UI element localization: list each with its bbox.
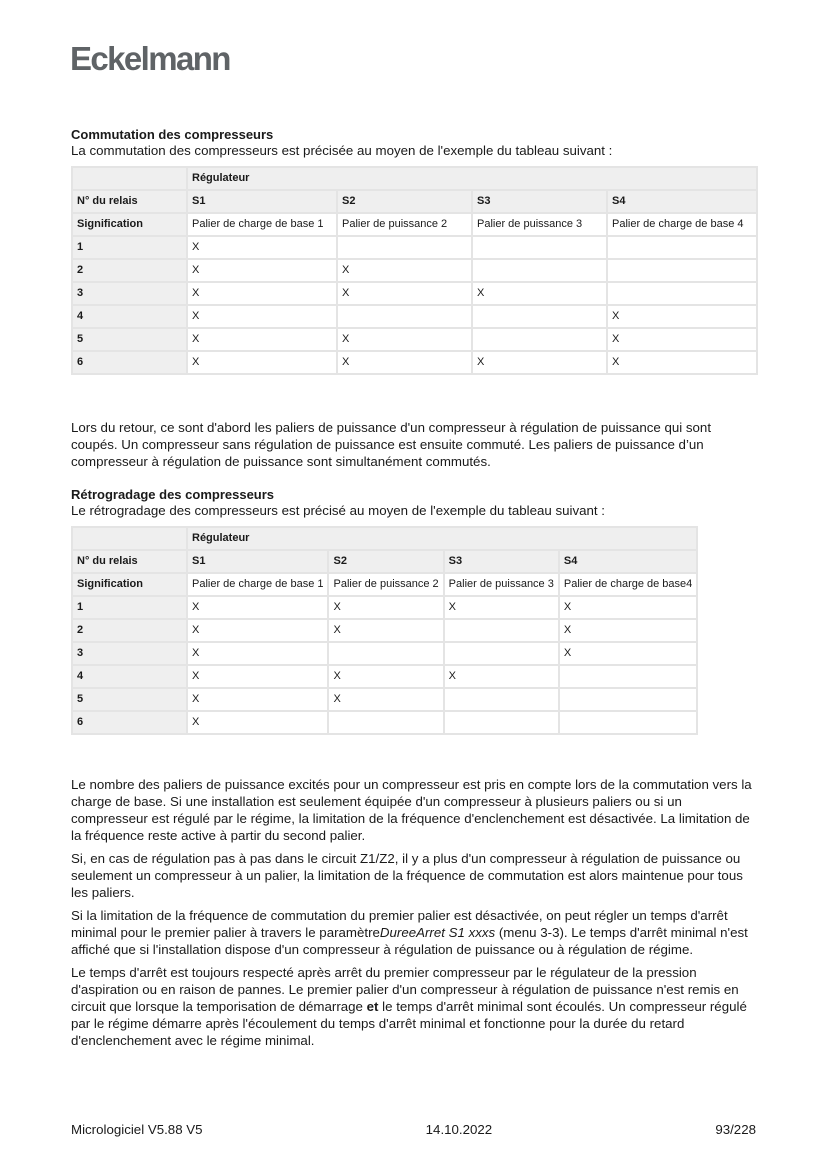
emphasis-text: et [366, 999, 379, 1014]
table-header-row [72, 167, 757, 190]
table-row [72, 236, 757, 259]
text-span: Si la limitation de la fréquence de commutation du premier palier est désactivée, on peut régler un temps d'arrêt minimal pour le premier palier à travers le paramètre [71, 908, 728, 940]
table-row [72, 259, 757, 282]
table-cell: X [187, 282, 337, 305]
table-cell: X [607, 328, 757, 351]
column-header: S4 [607, 190, 757, 213]
table-cell: X [559, 619, 697, 642]
table-columns-row [72, 190, 757, 213]
body-text [71, 776, 761, 1055]
table-cell [337, 236, 472, 259]
parameter-name: DureeArret S1 xxxs [379, 925, 496, 940]
relay-number: 2 [72, 259, 187, 282]
table-cell: X [559, 596, 697, 619]
table-cell: X [328, 619, 443, 642]
section-commutation [71, 127, 758, 375]
text-span: le temps d'arrêt minimal sont écoulés. Un compresseur régulé par le régime démarre après l'écoulement du temps d'arrêt minimal et fonctionne pour la durée du retard d'enclenchement avec le régime minimal. [71, 999, 747, 1048]
table-cell: X [187, 596, 328, 619]
relay-number: 4 [72, 305, 187, 328]
paragraph-retour [71, 419, 761, 476]
table-cell [472, 259, 607, 282]
column-header: S1 [187, 550, 328, 573]
table-row [72, 642, 697, 665]
relay-number: 6 [72, 351, 187, 374]
table-cell: X [607, 351, 757, 374]
table-cell [444, 711, 559, 734]
table-cell [444, 619, 559, 642]
table-cell: X [328, 596, 443, 619]
footer-firmware: Micrologiciel V5.88 V5 [71, 1122, 203, 1137]
paragraph-text [71, 964, 761, 1049]
section-intro: La commutation des compresseurs est précisée au moyen de l'exemple du tableau suivant : [71, 143, 613, 158]
table-cell: X [187, 351, 337, 374]
table-cell: X [187, 711, 328, 734]
table-cell [559, 688, 697, 711]
header-corner [72, 527, 187, 550]
table-cell: X [187, 236, 337, 259]
table-cell: X [187, 619, 328, 642]
table-cell [607, 282, 757, 305]
regulateur-header: Régulateur [187, 527, 697, 550]
paragraph-text: Le nombre des paliers de puissance excités pour un compresseur est pris en compte lors de la commutation vers la charge de base. Si une installation est seulement équipée d'un compresseur à plusieurs paliers ou si un compresseur est régulé par le régime, la limitation de la fréquence d'enclenchement est désactivée. La limitation de la fréquence reste active à partir du second palier. [71, 777, 752, 843]
table-cell: X [337, 328, 472, 351]
table-row [72, 328, 757, 351]
table-cell: X [607, 305, 757, 328]
section-intro: Le rétrogradage des compresseurs est précisé au moyen de l'exemple du tableau suivant : [71, 503, 605, 518]
meaning-cell: Palier de charge de base 1 [187, 213, 337, 236]
table-row [72, 688, 697, 711]
relay-number: 5 [72, 688, 187, 711]
page-footer [71, 1122, 756, 1137]
table-cell [337, 305, 472, 328]
table-cell [472, 328, 607, 351]
section-title: Rétrogradage des compresseurs [71, 487, 275, 502]
table-cell: X [187, 305, 337, 328]
table-cell: X [472, 282, 607, 305]
table-cell [607, 259, 757, 282]
header-corner [72, 167, 187, 190]
column-header: S3 [472, 190, 607, 213]
table-cell: X [444, 596, 559, 619]
relay-label: N° du relais [72, 550, 187, 573]
meaning-cell: Palier de puissance 3 [444, 573, 559, 596]
table-cell: X [337, 259, 472, 282]
table-row [72, 711, 697, 734]
paragraph-text: Lors du retour, ce sont d'abord les paliers de puissance d'un compresseur à régulation de puissance qui sont coupés. Un compresseur sans régulation de puissance est ensuite commuté. Les paliers de puissance d’un compresseur à régulation de puissance sont simultanément commutés. [71, 420, 712, 469]
relay-number: 3 [72, 282, 187, 305]
commutation-table [71, 166, 758, 375]
text-span: (menu 3-3). Le temps d'arrêt minimal n'est affiché que si l'installation dispose d'un compresseur à régulation de puissance ou à régulation de régime. [71, 925, 748, 957]
relay-number: 3 [72, 642, 187, 665]
table-row [72, 351, 757, 374]
table-row [72, 596, 697, 619]
footer-date: 14.10.2022 [425, 1122, 493, 1137]
table-cell [444, 642, 559, 665]
column-header: S4 [559, 550, 697, 573]
relay-number: 5 [72, 328, 187, 351]
column-header: S2 [328, 550, 443, 573]
table-row [72, 665, 697, 688]
table-cell: X [187, 665, 328, 688]
table-cell: X [472, 351, 607, 374]
section-title: Commutation des compresseurs [71, 127, 274, 142]
table-cell: X [559, 642, 697, 665]
table-cell: X [187, 328, 337, 351]
table-header-row [72, 527, 697, 550]
table-cell: X [187, 642, 328, 665]
table-row [72, 282, 757, 305]
column-header: S2 [337, 190, 472, 213]
meaning-cell: Palier de puissance 2 [337, 213, 472, 236]
footer-page-number: 93/228 [715, 1122, 756, 1137]
table-cell: X [337, 282, 472, 305]
table-cell [444, 688, 559, 711]
paragraph-text: Si, en cas de régulation pas à pas dans le circuit Z1/Z2, il y a plus d'un compresseur à régulation de puissance ou seulement un compresseur à un palier, la limitation de la fréquence de commutation est alors maintenue pour tous les paliers. [71, 851, 743, 900]
relay-number: 2 [72, 619, 187, 642]
table-cell: X [187, 688, 328, 711]
relay-label: N° du relais [72, 190, 187, 213]
meaning-cell: Palier de puissance 2 [328, 573, 443, 596]
relay-number: 4 [72, 665, 187, 688]
table-cell: X [328, 665, 443, 688]
table-cell [472, 305, 607, 328]
meaning-cell: Palier de charge de base 4 [607, 213, 757, 236]
regulateur-header: Régulateur [187, 167, 757, 190]
table-cell [328, 642, 443, 665]
retrogradage-table [71, 526, 698, 735]
paragraph-text [71, 907, 761, 958]
table-cell: X [337, 351, 472, 374]
meaning-cell: Palier de charge de base4 [559, 573, 697, 596]
table-meaning-row [72, 573, 697, 596]
meaning-label: Signification [72, 213, 187, 236]
table-cell: X [328, 688, 443, 711]
relay-number: 6 [72, 711, 187, 734]
table-cell [559, 665, 697, 688]
meaning-label: Signification [72, 573, 187, 596]
table-cell [328, 711, 443, 734]
table-row [72, 305, 757, 328]
eckelmann-logo: Eckelmann [70, 40, 230, 77]
column-header: S1 [187, 190, 337, 213]
table-columns-row [72, 550, 697, 573]
table-cell: X [444, 665, 559, 688]
table-cell: X [187, 259, 337, 282]
meaning-cell: Palier de puissance 3 [472, 213, 607, 236]
section-retrogradage [71, 487, 698, 735]
text-span: Le temps d'arrêt est toujours respecté après arrêt du premier compresseur par le régulateur de la pression d'aspiration ou en raison de pannes. Le premier palier d'un compresseur à régulation de puissance n'est remis en circuit que lorsque la temporisation de démarrage [71, 965, 739, 1014]
relay-number: 1 [72, 596, 187, 619]
meaning-cell: Palier de charge de base 1 [187, 573, 328, 596]
table-cell [472, 236, 607, 259]
table-cell [559, 711, 697, 734]
table-meaning-row [72, 213, 757, 236]
table-cell [607, 236, 757, 259]
column-header: S3 [444, 550, 559, 573]
relay-number: 1 [72, 236, 187, 259]
table-row [72, 619, 697, 642]
